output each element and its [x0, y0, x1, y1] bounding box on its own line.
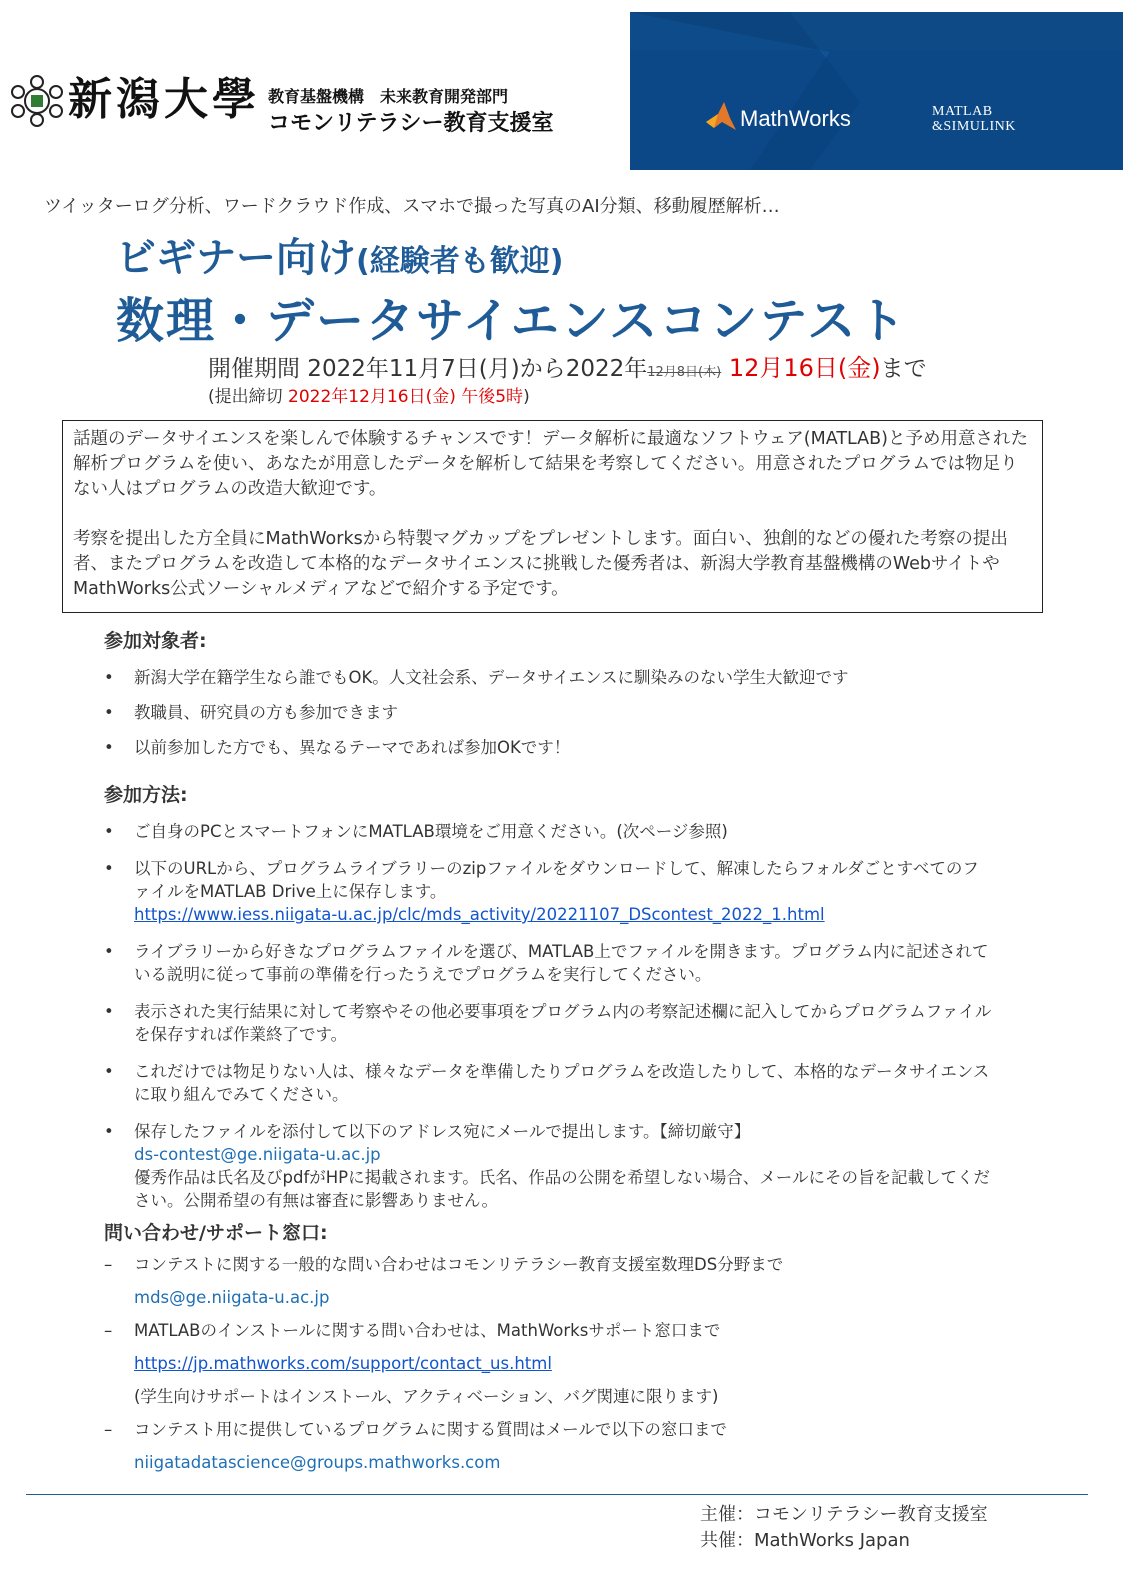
contact-item: – コンテスト用に提供しているプログラムに関する質問はメールで以下の窓口まで: [104, 1420, 727, 1439]
participants-list: [104, 666, 1004, 771]
method-list: [104, 820, 994, 1224]
mathworks-support-link[interactable]: https://jp.mathworks.com/support/contact_us.html: [134, 1354, 552, 1373]
list-item: • 保存したファイルを添付して以下のアドレス宛にメールで提出します。【締切厳守】 ds-contest@ge.niigata-u.ac.jp 優秀作品は氏名及びpdfがHPに掲載されます。氏名、作品の公開を希望しない場合、メールにその旨を記載してください。公開希望の有無は審査に影響ありません。: [104, 1122, 990, 1210]
library-download-link[interactable]: https://www.iess.niigata-u.ac.jp/clc/mds_activity/20221107_DScontest_2022_1.html: [134, 905, 825, 924]
intro-paragraph: 考察を提出した方全員にMathWorksから特製マグカップをプレゼントします。面白い、独創的などの優れた考察の提出者、またプログラムを改造して本格的なデータサイエンスに挑戦した優秀者は、新潟大学教育基盤機構のWebサイトやMathWorks公式ソーシャルメディアなどで紹介する予定です。: [73, 529, 1008, 599]
contact-email-row: [104, 1446, 1004, 1479]
university-name: 新潟大學: [68, 74, 260, 125]
tagline: ツイッターログ分析、ワードクラウド作成、スマホで撮った写真のAI分類、移動履歴解析…: [44, 196, 780, 217]
list-item: • ライブラリーから好きなプログラムファイルを選び、MATLAB上でファイルを開きます。プログラム内に記述されている説明に従って事前の準備を行ったうえでプログラムを実行してください。: [104, 942, 989, 984]
list-item: • これだけでは物足りない人は、様々なデータを準備したりプログラムを改造したりして、本格的なデータサイエンスに取り組んでみてください。: [104, 1062, 990, 1104]
new-end-date: 12月16日(金): [721, 354, 881, 382]
contact-list: [104, 1248, 1004, 1479]
intro-paragraph: 話題のデータサイエンスを楽しんで体験するチャンスです！データ解析に最適なソフトウェア(MATLAB)と予め用意された解析プログラムを使い、あなたが用意したデータを解析して結果を考察してください。用意されたプログラムでは物足りない人はプログラムの改造大歓迎です。: [73, 429, 1028, 499]
matlab-simulink-logo: MATLAB &SIMULINK: [932, 104, 1016, 134]
contact-link-row: [104, 1347, 1004, 1380]
department-name: 教育基盤機構 未来教育開発部門: [268, 87, 509, 106]
headline-beginner: ビギナー向け(経験者も歓迎): [116, 235, 564, 281]
contact-note: (学生向けサポートはインストール、アクティベーション、バグ関連に限ります): [134, 1387, 719, 1406]
mathworks-logo: MathWorks: [740, 106, 851, 131]
host-label: 主催：コモンリテラシー教育支援室: [700, 1504, 988, 1525]
submission-deadline: (提出締切 2022年12月16日(金) 午後5時): [208, 387, 530, 407]
list-item: • 新潟大学在籍学生なら誰でもOK。人文社会系、データサイエンスに馴染みのない学生大歓迎です: [104, 668, 849, 687]
list-item: • 以前参加した方でも、異なるテーマであれば参加OKです！: [104, 738, 571, 757]
list-item: • ご自身のPCとスマートフォンにMATLAB環境をご用意ください。(次ページ参照): [104, 822, 728, 841]
program-support-email[interactable]: niigatadatascience@groups.mathworks.com: [134, 1453, 501, 1472]
contact-email-row: [104, 1281, 1004, 1314]
intro-box: [62, 420, 1043, 613]
contact-item: – コンテストに関する一般的な問い合わせはコモンリテラシー教育支援室数理DS分野まで: [104, 1255, 784, 1274]
list-item: • 表示された実行結果に対して考察やその他必要事項をプログラム内の考察記述欄に記入してからプログラムファイルを保存すれば作業終了です。: [104, 1002, 992, 1044]
footer: [700, 1502, 988, 1554]
contact-item: – MATLABのインストールに関する問い合わせは、MathWorksサポート窓口まで: [104, 1321, 721, 1340]
office-name: コモンリテラシー教育支援室: [268, 111, 554, 136]
old-end-date: 12月8日(木): [647, 365, 722, 380]
list-item: • 以下のURLから、プログラムライブラリーのzipファイルをダウンロードして、解凍したらフォルダごとすべてのファイルをMATLAB Drive上に保存します。 https://www.iess.niigata-u.ac.jp/clc/mds_activity/20221107_DScontest_2022_1.html: [104, 859, 979, 924]
mathworks-banner: [630, 12, 1123, 170]
university-logo: [6, 66, 626, 146]
participants-heading: 参加対象者:: [104, 630, 207, 652]
footer-divider: [26, 1494, 1088, 1495]
mds-email[interactable]: mds@ge.niigata-u.ac.jp: [134, 1288, 330, 1307]
mathworks-membrane-icon: [704, 100, 738, 134]
submission-email[interactable]: ds-contest@ge.niigata-u.ac.jp: [134, 1145, 381, 1164]
page-title: 数理・データサイエンスコンテスト: [116, 293, 908, 349]
university-seal-icon: [10, 74, 64, 128]
list-item: • 教職員、研究員の方も参加できます: [104, 703, 398, 722]
cohost-label: 共催：MathWorks Japan: [700, 1530, 910, 1551]
contact-heading: 問い合わせ/サポート窓口:: [104, 1222, 328, 1244]
method-heading: 参加方法:: [104, 784, 188, 806]
event-period: 開催期間 2022年11月7日(月)から2022年12月8日(木) 12月16日(金)まで: [208, 354, 927, 382]
